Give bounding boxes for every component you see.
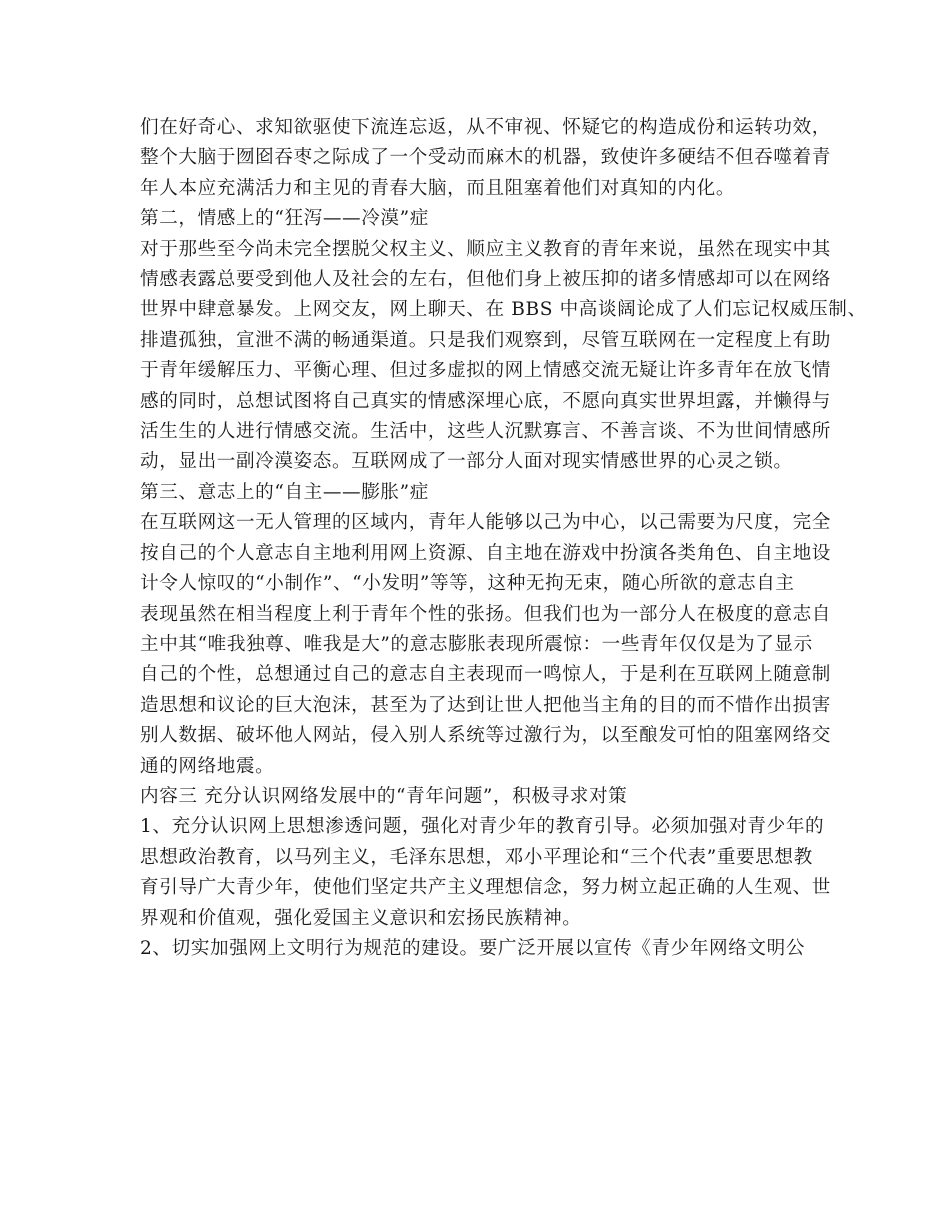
text-line: 情感表露总要受到他人及社会的左右，但他们身上被压抑的诸多情感却可以在网络: [140, 269, 831, 291]
paragraph: [140, 934, 840, 964]
text-line: 内容三 充分认识网络发展中的“青年问题”，积极寻求对策: [140, 785, 628, 807]
text-line: 按自己的个人意志自主地利用网上资源、自主地在游戏中扮演各类角色、自主地设: [140, 542, 831, 564]
text-line: 主中其“唯我独尊、唯我是大”的意志膨胀表现所震惊：一些青年仅仅是为了显示: [140, 633, 813, 655]
text-line: 第二，情感上的“狂泻——冷漠”症: [140, 208, 429, 230]
text-line: 们在好奇心、求知欲驱使下流连忘返，从不审视、怀疑它的构造成份和运转功效，: [140, 117, 831, 138]
text-line: 自己的个性，总想通过自己的意志自主表现而一鸣惊人，于是利在互联网上随意制: [140, 664, 831, 686]
text-line: 第三、意志上的“自主——膨胀”症: [140, 481, 429, 503]
paragraph: [140, 812, 840, 934]
text-line: 计令人惊叹的“小制作”、“小发明”等等，这种无拘无束，随心所欲的意志自主: [140, 573, 795, 595]
paragraph: [140, 113, 840, 204]
paragraph: [140, 235, 867, 478]
text-line: 思想政治教育，以马列主义，毛泽东思想，邓小平理论和“三个代表”重要思想教: [140, 846, 813, 868]
section-heading: [140, 782, 840, 812]
section-heading: [140, 204, 840, 234]
text-line: 于青年缓解压力、平衡心理、但过多虚拟的网上情感交流无疑让许多青年在放飞情: [140, 360, 831, 382]
text-line: 育引导广大青少年，使他们坚定共产主义理想信念，努力树立起正确的人生观、世: [140, 877, 831, 899]
text-line: 别人数据、破坏他人网站，侵入别人系统等过激行为，以至酿发可怕的阻塞网络交: [140, 725, 831, 747]
paragraph: [140, 508, 840, 782]
text-line: 对于那些至今尚未完全摆脱父权主义、顺应主义教育的青年来说，虽然在现实中其: [140, 238, 831, 260]
text-line: 感的同时，总想试图将自己真实的情感深埋心底，不愿向真实世界坦露，并懒得与: [140, 390, 831, 412]
text-line: 排遣孤独，宣泄不满的畅通渠道。只是我们观察到，尽管互联网在一定程度上有助: [140, 329, 831, 351]
text-line: 整个大脑于囫囵吞枣之际成了一个受动而麻木的机器，致使许多硬结不但吞噬着青: [140, 147, 831, 169]
text-line: 表现虽然在相当程度上利于青年个性的张扬。但我们也为一部分人在极度的意志自: [140, 603, 831, 625]
text-line: 活生生的人进行情感交流。生活中，这些人沉默寡言、不善言谈、不为世间情感所: [140, 421, 831, 443]
text-line: 界观和价值观，强化爱国主义意识和宏扬民族精神。: [140, 907, 582, 929]
text-line: 年人本应充满活力和主见的青春大脑，而且阻塞着他们对真知的内化。: [140, 177, 736, 199]
text-line: 2、切实加强网上文明行为规范的建设。要广泛开展以宣传《青少年网络文明公: [140, 937, 806, 959]
section-heading: [140, 478, 840, 508]
text-line: 通的网络地震。: [140, 755, 275, 777]
text-line: 动，显出一副冷漠姿态。互联网成了一部分人面对现实情感世界的心灵之锁。: [140, 451, 793, 473]
document-body: [140, 113, 867, 964]
text-line: 造思想和议论的巨大泡沫，甚至为了达到让世人把他当主角的目的而不惜作出损害: [140, 694, 831, 716]
text-line: 1、充分认识网上思想渗透问题，强化对青少年的教育引导。必须加强对青少年的: [140, 816, 825, 838]
text-line: 世界中肆意暴发。上网交友，网上聊天、在 BBS 中高谈阔论成了人们忘记权威压制、: [140, 299, 867, 321]
text-line: 在互联网这一无人管理的区域内，青年人能够以己为中心，以己需要为尺度，完全: [140, 512, 831, 534]
